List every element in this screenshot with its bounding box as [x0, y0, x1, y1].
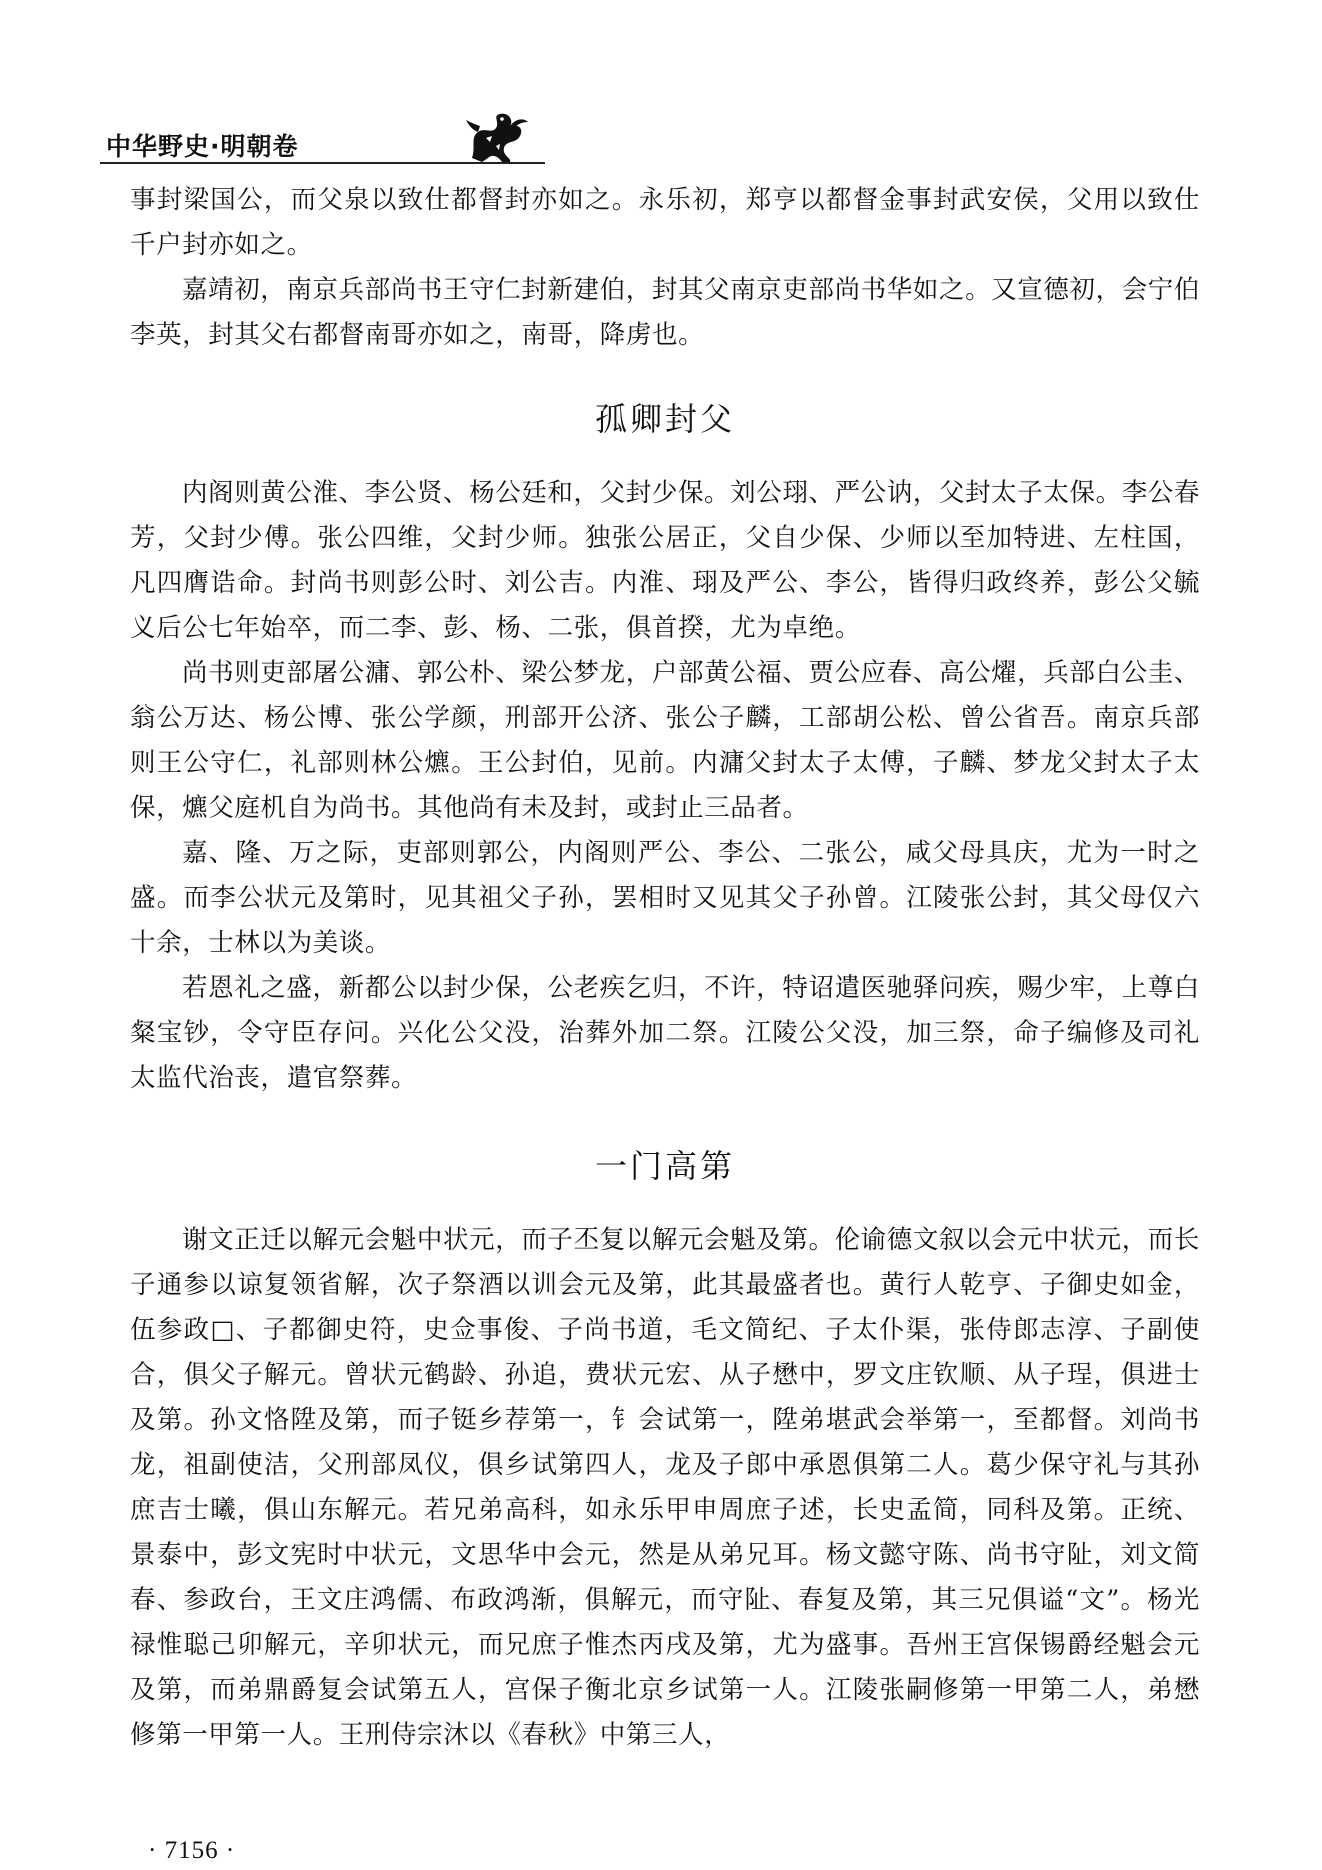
paragraph: 尚书则吏部屠公滽、郭公朴、梁公梦龙，户部黄公福、贾公应春、高公燿，兵部白公圭、翁公万达、杨公博、张公学颜，刑部开公济、张公子麟，工部胡公松、曾公省吾。南京兵部则王公守仁，礼部则林公爊。王公封伯，见前。内滽父封太子太傅，子麟、梦龙父封太子太保，爊父庭机自为尚书。其他尚有未及封，或封止三品者。	[130, 658, 1200, 823]
section-title: 孤卿封父	[594, 400, 735, 438]
book-title: 中华野史·明朝卷	[106, 132, 299, 161]
paragraph: 嘉靖初，南京兵部尚书王守仁封新建伯，封其父南京吏部尚书华如之。又宣德初，会宁伯李英，封其父右都督南哥亦如之，南哥，降虏也。	[130, 275, 1200, 350]
paragraph: 事封梁国公，而父泉以致仕都督封亦如之。永乐初，郑亨以都督金事封武安侯，父用以致仕千户封亦如之。	[130, 185, 1200, 260]
section-title: 一门高第	[594, 1147, 735, 1185]
paragraph: 谢文正迁以解元会魁中状元，而子丕复以解元会魁及第。伦谕德文叙以会元中状元，而长子通参以谅复领省解，次子祭酒以训会元及第，此其最盛者也。黄行人乾亨、子御史如金，伍参政□、子都御史符，史佥事俊、子尚书道，毛文简纪、子太仆渠，张侍郎志淳、子副使合，俱父子解元。曾状元鹤龄、孙追，费状元宏、从子懋中，罗文庄钦顺、从子珵，俱进士及第。孙文恪陞及第，而子铤乡荐第一，钅会试第一，陞弟堪武会举第一，至都督。刘尚书龙，祖副使洁，父刑部凤仪，俱乡试第四人，龙及子郎中承恩俱第二人。葛少保守礼与其孙庶吉士曦，俱山东解元。若兄弟高科，如永乐甲申周庶子述，长史孟简，同科及第。正统、景泰中，彭文宪时中状元，文思华中会元，然是从弟兄耳。杨文懿守陈、尚书守阯，刘文简春、参政台，王文庄鸿儒、布政鸿渐，俱解元，而守阯、春复及第，其三兄俱谥“文”。杨光禄惟聪己卯解元，辛卯状元，而兄庶子惟杰丙戌及第，尤为盛事。吾州王宫保锡爵经魁会元及第，而弟鼎爵复会试第五人，宫保子衡北京乡试第一人。江陵张嗣修第一甲第二人，弟懋修第一甲第一人。王刑侍宗沐以《春秋》中第三人，	[130, 1225, 1200, 1750]
dragon-icon	[462, 108, 532, 164]
paragraph: 嘉、隆、万之际，吏部则郭公，内阁则严公、李公、二张公，咸父母具庆，尤为一时之盛。而李公状元及第时，见其祖父子孙，罢相时又见其父子孙曾。江陵张公封，其父母仅六十余，士林以为美谈。	[130, 838, 1200, 958]
running-header	[100, 100, 545, 172]
header-rule	[100, 162, 545, 164]
page-number: · 7156 ·	[148, 1837, 236, 1864]
paragraph: 若恩礼之盛，新都公以封少保，公老疾乞归，不许，特诏遣医驰驿问疾，赐少牢，上尊白粲宝钞，令守臣存问。兴化公父没，治葬外加二祭。江陵公父没，加三祭，命子编修及司礼太监代治丧，遣官祭葬。	[130, 973, 1200, 1093]
page-content	[130, 178, 1200, 1758]
paragraph: 内阁则黄公淮、李公贤、杨公廷和，父封少保。刘公珝、严公讷，父封太子太保。李公春芳，父封少傅。张公四维，父封少师。独张公居正，父自少保、少师以至加特进、左柱国，凡四膺诰命。封尚书则彭公时、刘公吉。内淮、珝及严公、李公，皆得归政终养，彭公父毓义后公七年始卒，而二李、彭、杨、二张，俱首揆，尤为卓绝。	[130, 478, 1200, 643]
